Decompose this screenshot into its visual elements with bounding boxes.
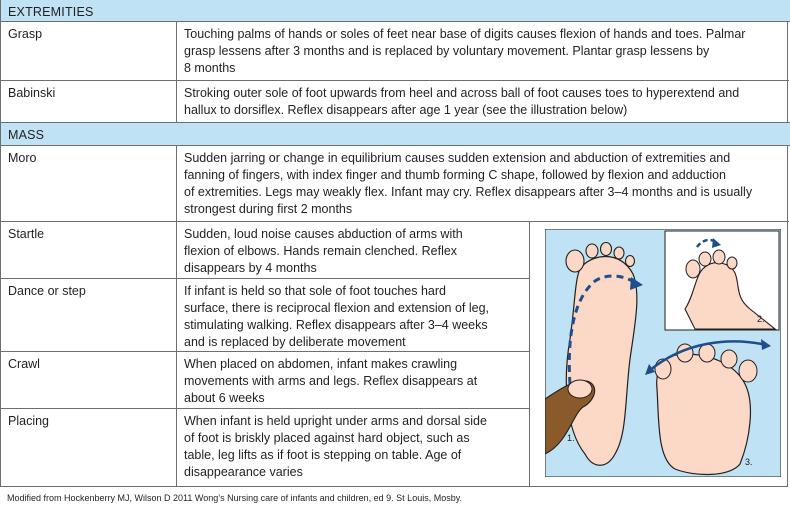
reflex-name: Babinski (8, 86, 56, 100)
section-header-mass (1, 122, 790, 146)
section-title: MASS (8, 128, 45, 142)
table-row-startle (1, 222, 529, 278)
reflex-name: Crawl (8, 357, 40, 371)
table-row-dance-or-step (1, 279, 529, 351)
label-2: 2. (757, 314, 765, 324)
section-title: EXTREMITIES (8, 5, 94, 19)
label-1: 1. (567, 433, 575, 443)
source-caption: Modified from Hockenberry MJ, Wilson D 2011 Wong’s Nursing care of infants and children, ed 9. St Louis, Mosby. (7, 493, 463, 503)
reflex-description: If infant is held so that sole of foot touches hard surface, there is reciprocal flexion and extension of leg, stimulating walking. Reflex disappears after 3–4 weeks and is replaced by deliberate movement (184, 284, 490, 349)
reflex-description: Sudden, loud noise causes abduction of arms with flexion of elbows. Hands remain clenched. Reflex disappears by 4 months (184, 227, 463, 275)
babinski-illustration (545, 229, 781, 477)
reflex-name: Placing (8, 414, 49, 428)
reflex-name: Startle (8, 227, 45, 241)
reflex-name: Dance or step (8, 284, 86, 298)
table-row-babinski (1, 81, 789, 122)
reflex-name: Grasp (8, 27, 43, 41)
table-row-grasp (1, 22, 789, 80)
reflex-description: Touching palms of hands or soles of feet near base of digits causes flexion of hands and toes. Palmar grasp lessens after 3 months and is replaced by voluntary movement. Plantar grasp lessens by 8 months (184, 27, 746, 75)
table-row-crawl (1, 352, 529, 408)
reflex-name: Moro (8, 151, 37, 165)
table-row-moro (1, 146, 789, 221)
section-header-extremities (1, 0, 790, 22)
table-row-placing (1, 409, 529, 487)
label-3: 3. (745, 457, 753, 467)
reflex-description: When infant is held upright under arms and dorsal side of foot is briskly placed against hard object, such as table, leg lifts as if foot is stepping on table. Age of disappearance varies (184, 414, 487, 479)
reflex-description: Stroking outer sole of foot upwards from heel and across ball of foot causes toes to hyperextend and hallux to dorsiflex. Reflex disappears after age 1 year (see the illustration below) (184, 86, 740, 117)
reflex-description: Sudden jarring or change in equilibrium causes sudden extension and abduction of extremities and fanning of fingers, with index finger and thumb forming C shape, followed by flexion and adduction of extremities. Legs may weakly flex. Infant may cry. Reflex disappears after 3–4 months and is usually strongest during first 2 months (184, 151, 753, 216)
reflex-description: When placed on abdomen, infant makes crawling movements with arms and legs. Reflex disappears at about 6 weeks (184, 357, 478, 405)
